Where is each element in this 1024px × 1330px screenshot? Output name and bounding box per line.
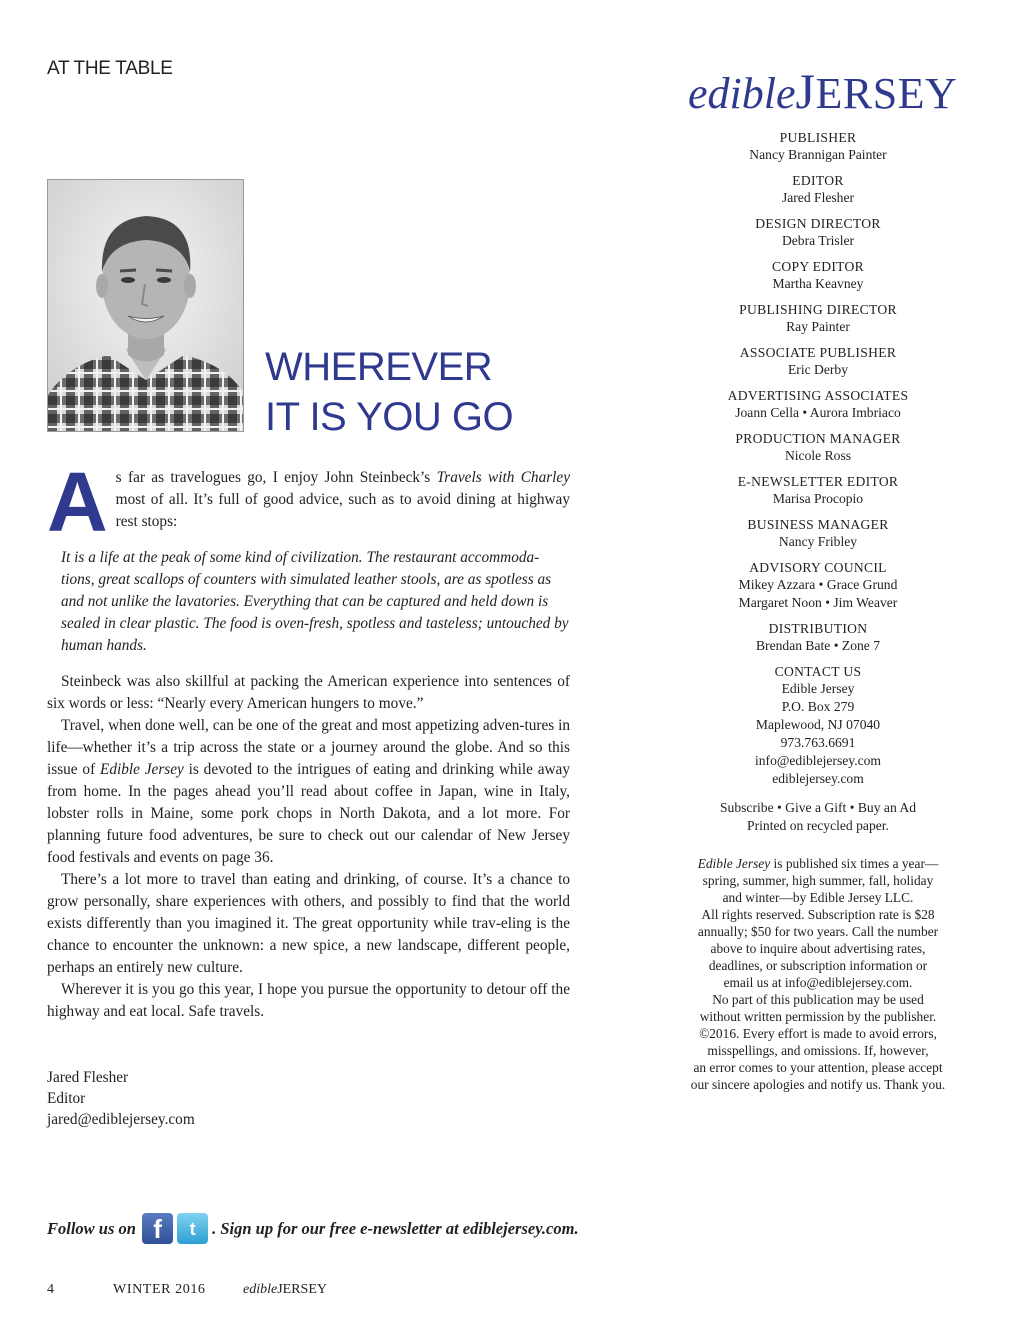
- staff-entry: [668, 344, 968, 379]
- recycled-note: Printed on recycled paper.: [747, 818, 889, 833]
- article-paragraph: Wherever it is you go this year, I hope you pursue the opportunity to detour off the highway and eat local. Safe travels.: [47, 981, 570, 1020]
- article-paragraph: Steinbeck was also skillful at packing the American experience into sentences of six words or less: “Nearly every American hungers to move.”: [47, 673, 570, 712]
- staff-entry: [668, 430, 968, 465]
- headline-line-1: WHEREVER: [265, 345, 493, 389]
- editor-letter: [47, 467, 570, 1130]
- staff-name: Ray Painter: [786, 319, 850, 334]
- contact-line: P.O. Box 279: [781, 699, 855, 714]
- staff-role: EDITOR: [792, 173, 844, 188]
- logo-edible: edible: [688, 69, 796, 118]
- lede-paragraph: s far as travelogues go, I enjoy John Steinbeck’s Travels with Charley most of all. It’s full of good advice, such as to avoid dining at highway rest stops:: [115, 469, 570, 530]
- editor-signature: [47, 1067, 570, 1130]
- contact-block: [668, 663, 968, 788]
- signature-email[interactable]: jared@ediblejersey.com: [47, 1111, 195, 1128]
- page-number: 4: [47, 1282, 54, 1297]
- masthead: [668, 129, 968, 1093]
- staff-name: Debra Trisler: [781, 233, 855, 248]
- staff-entry: [668, 559, 968, 612]
- staff-role: DISTRIBUTION: [768, 621, 868, 636]
- staff-name: Nicole Ross: [784, 448, 852, 463]
- staff-name: Nancy Brannigan Painter: [749, 147, 887, 162]
- twitter-icon[interactable]: t: [177, 1213, 208, 1244]
- article-lede: [47, 467, 570, 535]
- issue-label: WINTER 2016: [113, 1282, 206, 1297]
- staff-role: CONTACT US: [774, 664, 862, 679]
- signature-title: Editor: [47, 1090, 86, 1107]
- follow-us-bar: Follow us on f t . Sign up for our free e-newsletter at ediblejersey.com.: [47, 1214, 579, 1244]
- page-footer: [47, 1282, 327, 1298]
- edible-jersey-logo: [688, 63, 958, 119]
- staff-entry: [668, 516, 968, 551]
- publication-name: edibleJERSEY: [243, 1282, 328, 1297]
- staff-name: Nancy Fribley: [778, 534, 858, 549]
- staff-role: ASSOCIATE PUBLISHER: [739, 345, 897, 360]
- staff-entry: [668, 301, 968, 336]
- facebook-icon[interactable]: f: [142, 1213, 173, 1244]
- staff-role: PUBLISHING DIRECTOR: [739, 302, 897, 317]
- steinbeck-quote: It is a life at the peak of some kind of civilization. The restaurant accommoda-tions, great scallops of counters with simulated leather stools, are as spotless as and not unlike the lavatories. Everything that can be captured and held down is sealed in clear plastic. The food is oven-fresh, spotless and tasteless; untouched by human hands.: [61, 549, 569, 654]
- contact-website[interactable]: ediblejersey.com: [772, 771, 864, 786]
- staff-role: E-NEWSLETTER EDITOR: [737, 474, 899, 489]
- section-label: AT THE TABLE: [47, 58, 173, 79]
- article-headline: [265, 342, 513, 442]
- subscribe-links[interactable]: Subscribe • Give a Gift • Buy an Ad: [719, 800, 917, 815]
- staff-role: ADVERTISING ASSOCIATES: [727, 388, 909, 403]
- signature-name: Jared Flesher: [47, 1069, 129, 1086]
- logo-jersey: JERSEY: [795, 63, 958, 119]
- legal-notice: Edible Jersey is published six times a year— spring, summer, high summer, fall, holiday and winter—by Edible Jersey LLC. All rights reserved. Subscription rate is $28 annually; $50 for two years. Call the number above to inquire about advertising rates, deadlines, or subscription information or email us at info@ediblejersey.com. No part of this publication may be used without written permission by the publisher. ©2016. Every effort is made to avoid errors, misspellings, and omissions. If, however, an error comes to your attention, please accept our sincere apologies and notify us. Thank you.: [690, 856, 946, 1092]
- staff-role: ADVISORY COUNCIL: [749, 560, 887, 575]
- staff-entry: [668, 215, 968, 250]
- editor-portrait-illustration: [48, 180, 243, 431]
- staff-role: PRODUCTION MANAGER: [735, 431, 901, 446]
- article-paragraph: There’s a lot more to travel than eating and drinking, of course. It’s a chance to grow personally, share experiences with others, and possibly to find that the world exists differently than you imagined it. The great opportunity while trav-eling is the chance to encounter the unknown: a new spice, a new landscape, different people, perhaps an entirely new culture.: [47, 871, 570, 976]
- staff-entry: [668, 258, 968, 293]
- article-paragraph: Travel, when done well, can be one of the great and most appetizing adven-tures in life—whether it’s a trip across the state or a journey around the globe. And so this issue of Edible Jersey is devoted to the intrigues of eating and drinking while away from home. In the pages ahead you’ll read about coffee in Japan, wine in Italy, lobster rolls in Maine, some pork chops in North Dakota, and a lot more. For planning future food adventures, be sure to check out our calendar of New Jersey food festivals and events on page 36.: [47, 717, 570, 866]
- staff-role: PUBLISHER: [779, 130, 857, 145]
- newsletter-signup-text[interactable]: . Sign up for our free e-newsletter at ediblejersey.com.: [212, 1218, 579, 1238]
- staff-entry: [668, 620, 968, 655]
- staff-role: COPY EDITOR: [771, 259, 865, 274]
- staff-name: Joann Cella • Aurora Imbriaco: [735, 405, 901, 420]
- staff-role: DESIGN DIRECTOR: [755, 216, 881, 231]
- staff-entry: [668, 387, 968, 422]
- staff-list: [668, 129, 968, 655]
- contact-phone: 973.763.6691: [780, 735, 856, 750]
- staff-entry: [668, 129, 968, 164]
- contact-line: Maplewood, NJ 07040: [755, 717, 881, 732]
- staff-name: Brendan Bate • Zone 7: [755, 638, 881, 653]
- staff-role: BUSINESS MANAGER: [747, 517, 889, 532]
- headline-line-2: IT IS YOU GO: [265, 395, 514, 439]
- editor-portrait-photo: [47, 179, 244, 432]
- staff-entry: [668, 473, 968, 508]
- staff-name: Martha Keavney: [772, 276, 864, 291]
- staff-name: Margaret Noon • Jim Weaver: [738, 595, 898, 610]
- staff-name: Marisa Procopio: [772, 491, 864, 506]
- staff-name: Jared Flesher: [781, 190, 855, 205]
- staff-name: Eric Derby: [787, 362, 848, 377]
- staff-entry: [668, 172, 968, 207]
- contact-email[interactable]: info@ediblejersey.com: [754, 753, 881, 768]
- book-title: Travels with Charley: [436, 469, 570, 486]
- contact-line: Edible Jersey: [781, 681, 855, 696]
- staff-name: Mikey Azzara • Grace Grund: [738, 577, 898, 592]
- drop-cap: A: [47, 467, 108, 535]
